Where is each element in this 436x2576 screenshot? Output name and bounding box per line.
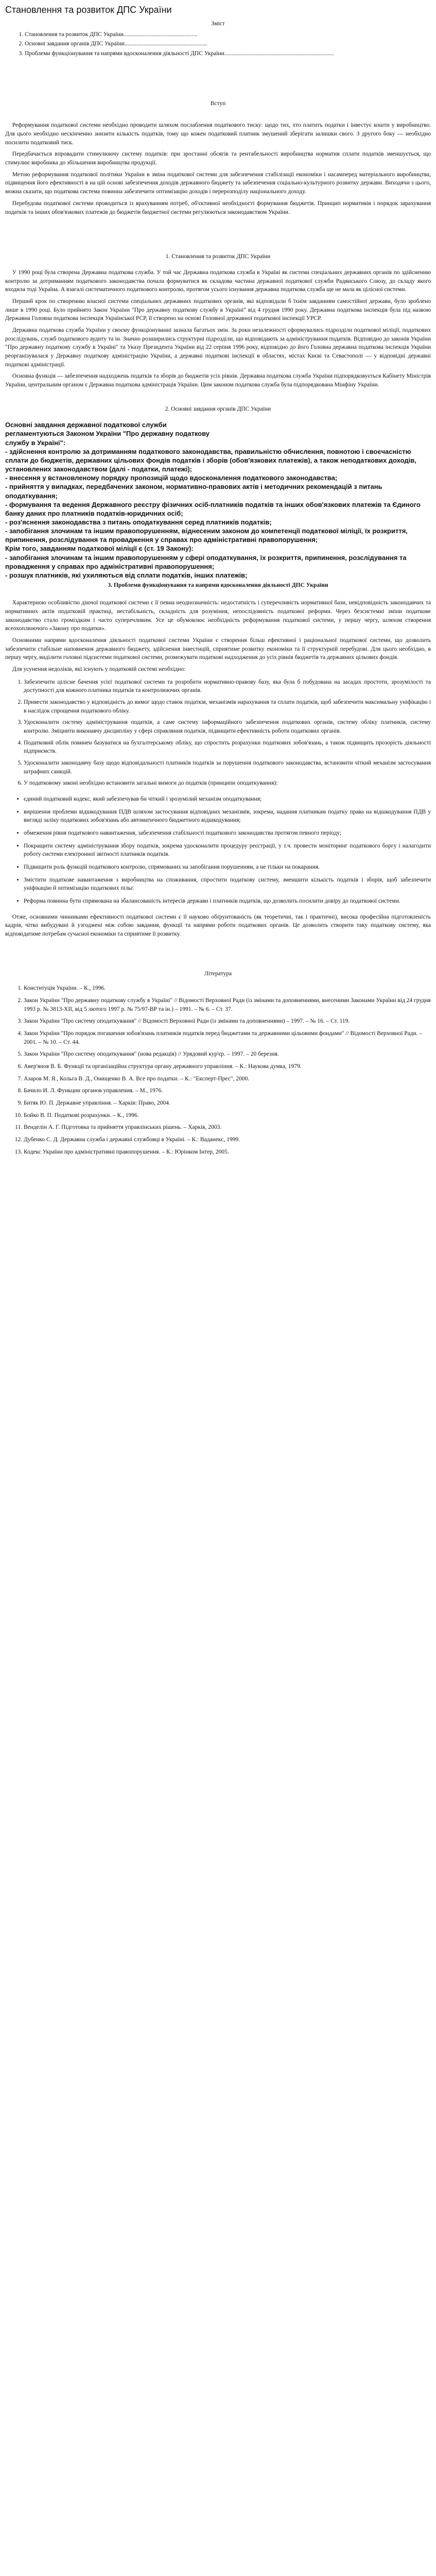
document-page <box>0 0 436 1180</box>
paragraph: Перший крок по створенню власної системи спеціальних державних податкових органів, які відповідали б їхнім завданням самостійної держави, було зроблено лише в 1990 році. Було прийнято Закон України "Про державну податкову службу в Україні" від 4 грудня 1990 року. Державна податкова інспекція була під назвою Державна Головна податкова інспекція Української РСР, її створено на основі Головної державної податкової інспекції УРСР. <box>5 298 431 322</box>
requirements-list <box>14 795 431 906</box>
list-item: 3. Удосконалити систему адміністрування податків, а саме систему інформаційного забезпечення податкових органів, систему обліку платників, систему контролю. Зміцнити виконавчу дисципліну у сфері справляння податків, підвищити ефективність роботи податкових органів. <box>24 718 431 735</box>
table-of-contents <box>18 30 431 58</box>
duty-line: - запобігання злочинам та іншим правопорушенням, віднесеним законом до компетенції податкової міліції, їх розкриття, припинення, розслідування та провадження у справах про адміністративні правопорушення; <box>5 527 408 544</box>
literature-item: 9. Битяк Ю. П. Державне управління. – Харків: Право, 2004. <box>24 1099 431 1108</box>
duty-line: - формування та ведення Державного реєстру фізичних осіб-платників податків та інших обов'язкових платежів та Єдиного банку даних про платників податків-юридичних осіб; <box>5 500 421 517</box>
duty-line: - внесення у встановленому порядку пропозицій щодо вдосконалення податкового законодавства; <box>5 474 338 482</box>
list-item: • єдиний податковий кодекс, який забезпечував би чіткий і зрозумілий механізм оподаткування; <box>24 795 431 804</box>
duty-line: Крім того, завданням податкової міліції є (ст. 19 Закону): <box>5 545 194 553</box>
list-item: • Реформа повинна бути спрямована на збалансованість інтересів держави і платників податків, що дозволить посилити довіру до податкової системи. <box>24 897 431 906</box>
literature-item: 5. Закон України "Про систему оподаткування" (нова редакція) // Урядовий кур'єр. – 1997. – 20 березня. <box>24 1050 431 1059</box>
chapter3-heading: 3. Проблеми функціонування та напрями вдосконалення діяльності ДПС України <box>108 582 328 589</box>
document-title: Становлення та розвиток ДПС України <box>5 5 172 15</box>
list-item: • обмеження рівня податкового навантаження, забезпечення стабільності податкового законодавства протягом певного періоду; <box>24 829 431 838</box>
chapter3-section <box>5 599 431 939</box>
duty-line: - прийняття у випадках, передбачених законом, нормативно-правових актів і методичних рекомендацій з питань оподаткування; <box>5 483 382 500</box>
intro-section <box>5 121 431 216</box>
toc-item[interactable]: 2. Основні завдання органів ДПС України........................................................ <box>25 40 431 48</box>
toc-item[interactable]: 3. Проблеми функціонування та напрями вдосконалення діяльності ДПС України.......................................................................... <box>25 49 431 58</box>
literature-item: 1. Конституція України. – К., 1996. <box>24 984 431 993</box>
literature-item: 4. Закон України "Про порядок погашення зобов'язань платників податків перед бюджетами та державними цільовими фондами" // Відомості Верховної Ради. – 2001. – № 10. – Ст. 44. <box>24 1029 431 1046</box>
literature-item: 10. Бойко В. П. Податкові розрахунки. – К., 1996. <box>24 1111 431 1120</box>
paragraph: Передбачається впровадити стимулюючу систему податків: при зростанні обсягів та рентабельності виробництва норматив сплати податків зменшується, що стимулює виробника до збільшення виробництва продукції. <box>5 151 431 166</box>
improvements-list <box>14 678 431 788</box>
duty-line: Основні завдання державної податкової служби <box>5 421 167 429</box>
duty-line: регламентуються Законом України "Про державну податкову <box>5 430 210 438</box>
literature-item: 7. Азаров М. Я., Кольга В. Д., Онищенко В. А. Все про податки. – К.: "Експерт-Прес", 2000. <box>24 1075 431 1083</box>
paragraph: Для усунення недоліків, які існують у податковій системі необхідно: <box>12 666 186 672</box>
duty-line: - запобігання злочинам та іншим правопорушенням у сфері оподаткування, їх розкриття, припинення, розслідування та провадження у справах про адміністративні правопорушення; <box>5 553 407 570</box>
toc-item[interactable]: 1. Становлення та розвиток ДПС України.................................................. <box>25 30 431 39</box>
duty-line: службу в Україні": <box>5 438 66 447</box>
chapter2-duties-block <box>5 420 431 589</box>
literature-item: 8. Бачило И. Л. Функции органов управления. – М., 1976. <box>24 1087 431 1095</box>
paragraph: Характерною особливістю діючої податкової системи є її певна неоднозначність: недостатність і суперечливість нормативної бази, невідповідність законодавчих та нормативних актів податковій практиці, нестабільність, складність для розуміння, непослідовність податкової реформи. Через безсистемні зміни податкове законодавство стало громіздким і часто суперечливим. Усе це обумовлює необхідність реформування податкової системи, у першу чергу, шляхом створення всеохоплюючого «Закону про податки». <box>5 600 431 632</box>
chapter2-heading: 2. Основні завдання органів ДПС України <box>165 405 271 412</box>
paragraph: Державна податкова служба України у своєму функціонуванні зазнала багатьох змін. За роки незалежності сформувались підрозділи податкової міліції, податкових розслідувань, служб податкового аудиту та ін. Значно розширились структурні підрозділи, що відповідають за адміністрування податків. Відповідно до законів України "Про державну податкову службу в Україні" та Указу Президента України від 22 серпня 1996 року, відповідно до його Головна державна податкова інспекція України реорганізувалася у Державну податкову адміністрацію України, а державні податкові інспекції в областях, містах Києві та Севастополі — у відповідні державні податкові адміністрації. <box>5 327 431 368</box>
list-item: 6. У податковому законі необхідно встановити загальні вимоги до податків (принципи оподаткування): <box>24 779 431 788</box>
intro-heading: Вступ <box>210 100 226 107</box>
duty-line: - роз'яснення законодавства з питань оподаткування серед платників податків; <box>5 518 272 526</box>
list-item: • Підвищити роль функцій податкового контролю, спрямованих на запобігання порушенням, а не тільки на покарання. <box>24 863 431 872</box>
paragraph: Основна функція — забезпечення надходжень податків та зборів до бюджетів усіх рівнів. Державна податкова служба України підпорядковується Кабінету Міністрів України, центральним органом є Державна податкова адміністрація України. Цим законом податкова служба була підпорядкована Мінфіну України. <box>5 373 431 388</box>
paragraph: Реформування податкової системи необхідно проводити шляхом послаблення податкового тиску: щодо тих, хто платить податки і інвестує кошти у виробництво. Для цього необхідно нескінченно знизити кількість податків, тому що кожен податковий платник змушений зберігати залишки свого. З другого боку — необхідно посилити податковий тиск. <box>5 122 431 146</box>
paragraph: У 1990 році була створена Державна податкова служба. У той час Державна податкова служба в Україні як система спеціальних державних органів по здійсненню контролю за дотриманням податкового законодавства почала формуватися як складова частина державної податкової служби Радянського Союзу, до складу якого входила тоді Україна. А взагалі систематичного податкового контролю, протягом усього існування державна податкова служба ще не мала як цілісної системи. <box>5 269 431 293</box>
list-item: 5. Удосконалити законодавчу базу щодо відповідальності платників податків за порушення податкового законодавства, встановити чіткий механізм застосування штрафних санкцій. <box>24 759 431 776</box>
literature-item: 11. Венделін А. Г. Підготовка та прийняття управлінських рішень. – Харків, 2003. <box>24 1123 431 1132</box>
chapter1-section <box>5 268 431 389</box>
literature-list <box>14 984 431 1156</box>
list-item: • Покращити систему адміністрування збору податків, зокрема удосконалити процедуру реєстрації, у т.ч. провести моніторинг податкового боргу і налагодити роботу системи електронної звітності платників податків. <box>24 842 431 859</box>
duty-line: - розшук платників, які ухиляються від сплати податків, інших платежів; <box>5 571 248 579</box>
literature-item: 13. Кодекс України про адміністративні правопорушення. – К.: Юрінком Інтер, 2005. <box>24 1148 431 1157</box>
chapter1-heading: 1. Становлення та розвиток ДПС України <box>165 253 271 260</box>
list-item: 2. Привести законодавство у відповідність до вимог щодо ставок податків, механізмів нарахування та сплати податків, щоб забезпечити максимальну уніфікацію і в наслідок спрощення податкового обліку. <box>24 698 431 715</box>
paragraph: Перебудова податкової системи проводиться із врахуванням потреб, об'єктивної необхідності формування бюджетів. Принцип нормативів і порядок зарахування податків та інших обов'язкових платежів до бюджетів бюджетної системи регулюються законодавством України. <box>5 200 431 215</box>
list-item: • Змістити податкове навантаження з виробництва на споживання, спростити податкову систему, зменшити кількість податків і зборів, щоб забезпечити уніфікацію й оптимізацію податкових пільг. <box>24 876 431 893</box>
literature-item: 12. Дубенко С. Д. Державна служба і державні службовці в Україні. – К.: Ваданекс, 1999. <box>24 1136 431 1144</box>
toc-heading: Зміст <box>211 21 225 27</box>
literature-item: 6. Авер'янов В. Б. Функції та організаційна структура органу державного управління. – К.: Наукова думка, 1979. <box>24 1062 431 1071</box>
literature-heading: Література <box>204 970 232 977</box>
paragraph: Основними напрями вдосконалення діяльності податкової системи України є створення більш ефективної і раціональної податкової системи, що дозволить забезпечити стабільне наповнення державного бюджету, здійснення інвестицій, сприятиме розвитку економіки та її структурній перебудові. Для цього необхідно, в першу чергу, виділити головні підсистеми податкової системи, розмежувати податкові надходження до усіх рівнів бюджетів та державних цільових фондів. <box>5 637 431 661</box>
literature-item: 2. Закон України "Про державну податкову службу в Україні" // Відомості Верховної Ради (із змінами та доповненнями, внесеними Законами України від 24 грудня 1993 р. № 3813-XII, від 5 лютого 1997 р. № 75/97-ВР та ін.) – 1991. – № 6. – Ст. 37. <box>24 996 431 1013</box>
paragraph: Метою реформування податкової політики України в зміна податкової системи для забезпечення стабілізації економіки і насамперед матеріального виробництва, підвищення його ефективності в на цій основі забезпечення доходів державного бюджету та забезпечення соціально-культурного розвитку держави. Виходячи з цього, можна сказати, що податкова система повинна забезпечити оптимізацію доходів і перерозподілу національного доходу. <box>5 171 431 195</box>
paragraph: Отже, основними чинниками ефективності податкової системи є її науково обґрунтованість (як теоретичні, так і практичні), висока професійна підготовленість кадрів, чітко вибудувані й узгоджені між собою завдання, функції та напрями роботи податкових органів. Це дозволить створити таку податкову систему, яка відповідатиме потребам сучасної економіки та сприятиме її розвитку. <box>5 913 431 938</box>
literature-item: 3. Закон України "Про систему оподаткування" // Відомості Верховної Ради (із змінами та доповненнями) – 1997. – № 16. – Ст. 119. <box>24 1017 431 1026</box>
list-item: 1. Забезпечити цілісне бачення усієї податкової системи та розробити нормативно-правову базу, яка була б побудована на засадах простоти, зрозумілості та доступності для кожного платника податків та контролюючих органів. <box>24 678 431 695</box>
list-item: • вирішення проблеми відшкодування ПДВ шляхом застосування відповідних механізмів, зокрема, надання платникам податку права на відшкодування ПДВ у вигляді заліку податкових зобов'язань або автоматичного бюджетного відшкодування; <box>24 808 431 825</box>
duty-line: - здійснення контролю за дотриманням податкового законодавства, правильністю обчислення, повнотою і своєчасністю сплати до бюджетів, державних цільових фондів податків і зборів (обов'язкових платежів), а також неподаткових доходів, установлених законодавством (далі - податки, платежі); <box>5 447 416 473</box>
list-item: 4. Податковий облік повинен базуватися на бухгалтерському обліку, що спростить розрахунки податкових зобов'язань, а також підвищить прозорість діяльності підприємств. <box>24 739 431 756</box>
